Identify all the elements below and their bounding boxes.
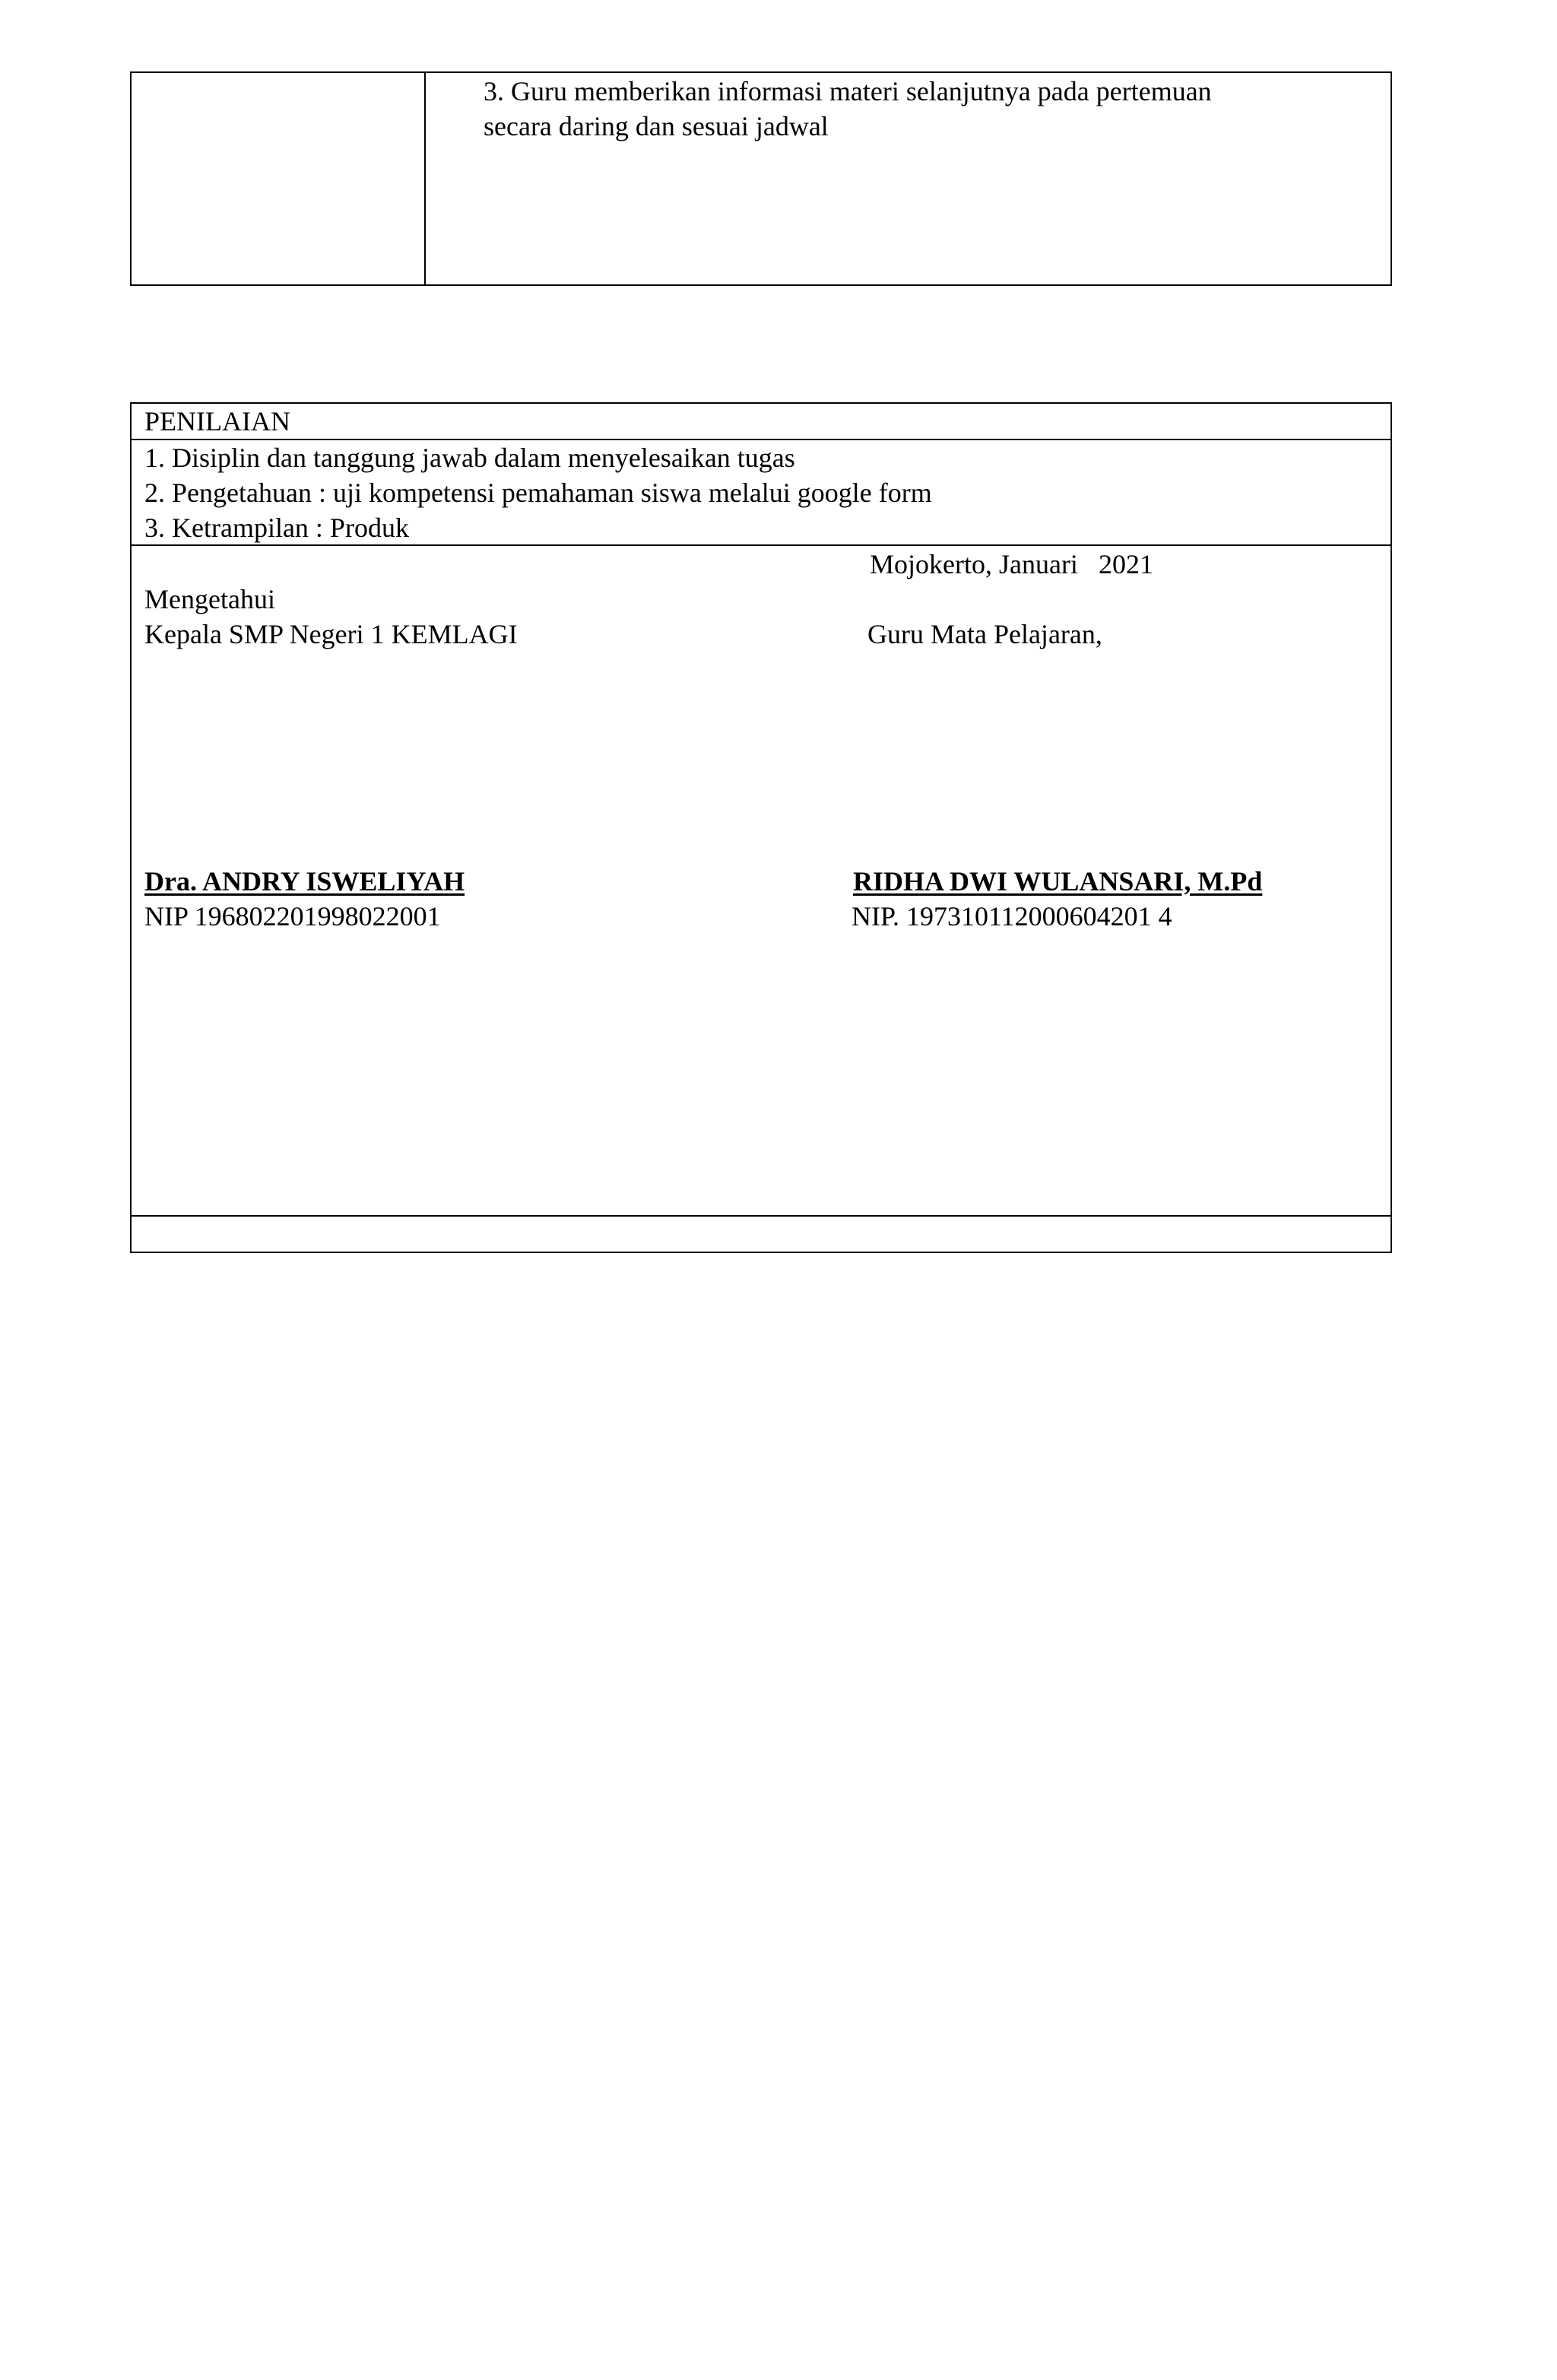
acknowledged-label: Mengetahui [144,584,275,614]
assessment-item: 3. Ketrampilan : Produk [144,512,409,543]
assessment-item: 1. Disiplin dan tanggung jawab dalam menyelesaikan tugas [144,443,795,473]
step-3-line-1: 3. Guru memberikan informasi materi selanjutnya pada pertemuan [484,76,1212,106]
step-3-line-2: secara daring dan sesuai jadwal [484,111,829,141]
principal-nip: NIP 196802201998022001 [144,901,441,931]
principal-name: Dra. ANDRY ISWELIYAH [144,866,465,896]
teacher-name: RIDHA DWI WULANSARI, M.Pd [853,866,1263,896]
assessment-heading: PENILAIAN [144,406,290,436]
assessment-item: 2. Pengetahuan : uji kompetensi pemahaman siswa melalui google form [144,478,932,508]
teacher-title: Guru Mata Pelajaran, [867,619,1102,649]
signature-bottom-divider [130,1215,1392,1217]
principal-title: Kepala SMP Negeri 1 KEMLAGI [144,619,518,649]
steps-table-divider [424,71,426,286]
teacher-nip: NIP. 197310112000604201 4 [851,901,1172,931]
place-date: Mojokerto, Januari 2021 [870,549,1153,579]
